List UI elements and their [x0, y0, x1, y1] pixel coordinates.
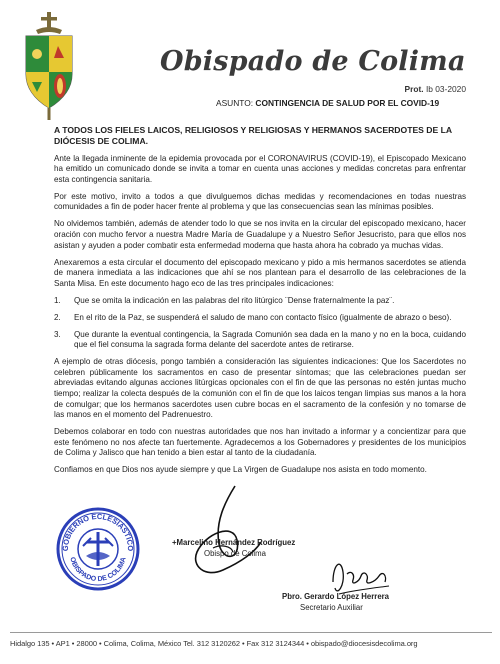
bishop-title: Obispo de Colima [204, 549, 266, 558]
protocol-label: Prot. [404, 84, 424, 94]
paragraph-2: Por este motivo, invito a todos a que divulguemos dichas medidas y recomendaciones en todas nuestras comunidades a fin de poder hacer frente al problema y que las consecuencias sean las mínimas posibles. [54, 191, 466, 212]
footer-contact-info: Hidalgo 135 • AP1 • 28000 • Colima, Colima, México Tel. 312 3120262 • Fax 312 3124344 • obispado@diocesisdecolima.org [10, 639, 418, 648]
indication-number: 1. [54, 295, 61, 305]
secretary-name: Pbro. Gerardo López Herrera [282, 592, 390, 601]
svg-text:GOBIERNO ECLESIÁSTICO: GOBIERNO ECLESIÁSTICO [60, 511, 136, 552]
bishop-signature-icon [175, 482, 275, 592]
paragraph-1: Ante la llegada inminente de la epidemia provocada por el CORONAVIRUS (COVID-19), el Episcopado Mexicano ha emitido un comunicado donde se invita a tomar en cuenta unas acciones y medidas concretas para enfrentar esta contingencia sanitaria. [54, 153, 466, 184]
diocese-seal-icon [55, 506, 141, 592]
indication-item [54, 313, 466, 324]
subject-text: CONTINGENCIA DE SALUD POR EL COVID-19 [255, 98, 440, 108]
footer-divider [10, 632, 492, 633]
indication-text: Que se omita la indicación en las palabras del rito litúrgico ¨Dense fraternalmente la paz¨. [74, 295, 395, 305]
diocese-name: Obispado de Colima [160, 46, 466, 77]
subject-line [216, 98, 439, 108]
coat-of-arms-icon [18, 12, 80, 122]
paragraph-4: Anexaremos a esta circular el documento del episcopado mexicano y pido a mis hermanos sacerdotes se atienda de manera inmediata a las indicaciones que ahí se nos plantean para el desarrollo de las celebraciones de la Santa Misa. En este documento hago eco de las tres principales indicaciones: [54, 257, 466, 288]
paragraph-3: No olvidemos también, además de atender todo lo que se nos invita en la circular del episcopado mexicano, hacer oración con mucho fervor a nuestra Madre María de Guadalupe y a Nuestro Señor Jesucristo, para que ellos nos asistan y ayuden a poder combatir esta enfermedad moderna que hasta ahora ha cobrado ya muchas vidas. [54, 219, 466, 250]
paragraph-7: Confiamos en que Dios nos ayude siempre y que La Virgen de Guadalupe nos asista en todo momento. [54, 465, 427, 475]
indication-text: En el rito de la Paz, se suspenderá el saludo de mano con contacto físico (igualmente de abrazo o beso). [74, 312, 452, 322]
svg-text:OBISPADO DE COLIMA: OBISPADO DE COLIMA [68, 556, 128, 584]
letter-body [54, 125, 466, 482]
paragraph-5: A ejemplo de otras diócesis, pongo también a consideración las siguientes indicaciones: Que los Sacerdotes no celebren públicamente los sacramentos en caso de presentar síntomas; que las celebraciones puedan ser abreviadas evitando algunas acciones litúrgicas opcionales con el fin de que las personas no estén juntas mucho tiempo; realizar la colecta después de la comunión con el fin de que los laicos tengan limpias sus manos a la hora de comulgar; que los hermanos sacerdotes usen cubre bocas en el sacramento de la confesión y no tomarse de las manos en el momento del Padrenuestro. [54, 357, 466, 420]
subject-label: ASUNTO: [216, 98, 254, 108]
paragraph-6: Debemos colaborar en todo con nuestras autoridades que nos han invitado a informar y a concientizar para que este fenómeno no nos afecte tan fuertemente. Agradecemos a los Gobernadores y presidentes de los municipios de Colima y Jalisco que han tenido a bien estar al tanto de la ciudadanía. [54, 427, 466, 458]
protocol-number [405, 84, 466, 94]
bishop-name: +Marcelino Hernández Rodríguez [172, 538, 296, 547]
indication-number: 2. [54, 312, 61, 322]
salutation: A TODOS LOS FIELES LAICOS, RELIGIOSOS Y RELIGIOSAS Y HERMANOS SACERDOTES DE LA DIÓCESIS DE COLIMA. [54, 125, 452, 146]
secretary-title: Secretario Auxiliar [300, 603, 363, 612]
indication-number: 3. [54, 329, 61, 339]
indication-text: Que durante la eventual contingencia, la Sagrada Comunión sea dada en la mano y no en la boca, cuidando que el fiel consuma la sagrada forma delante del sacerdote antes de retirarse. [74, 329, 466, 350]
protocol-value: Ib 03-2020 [425, 84, 466, 94]
indication-item [54, 296, 466, 307]
indication-item [54, 330, 466, 351]
